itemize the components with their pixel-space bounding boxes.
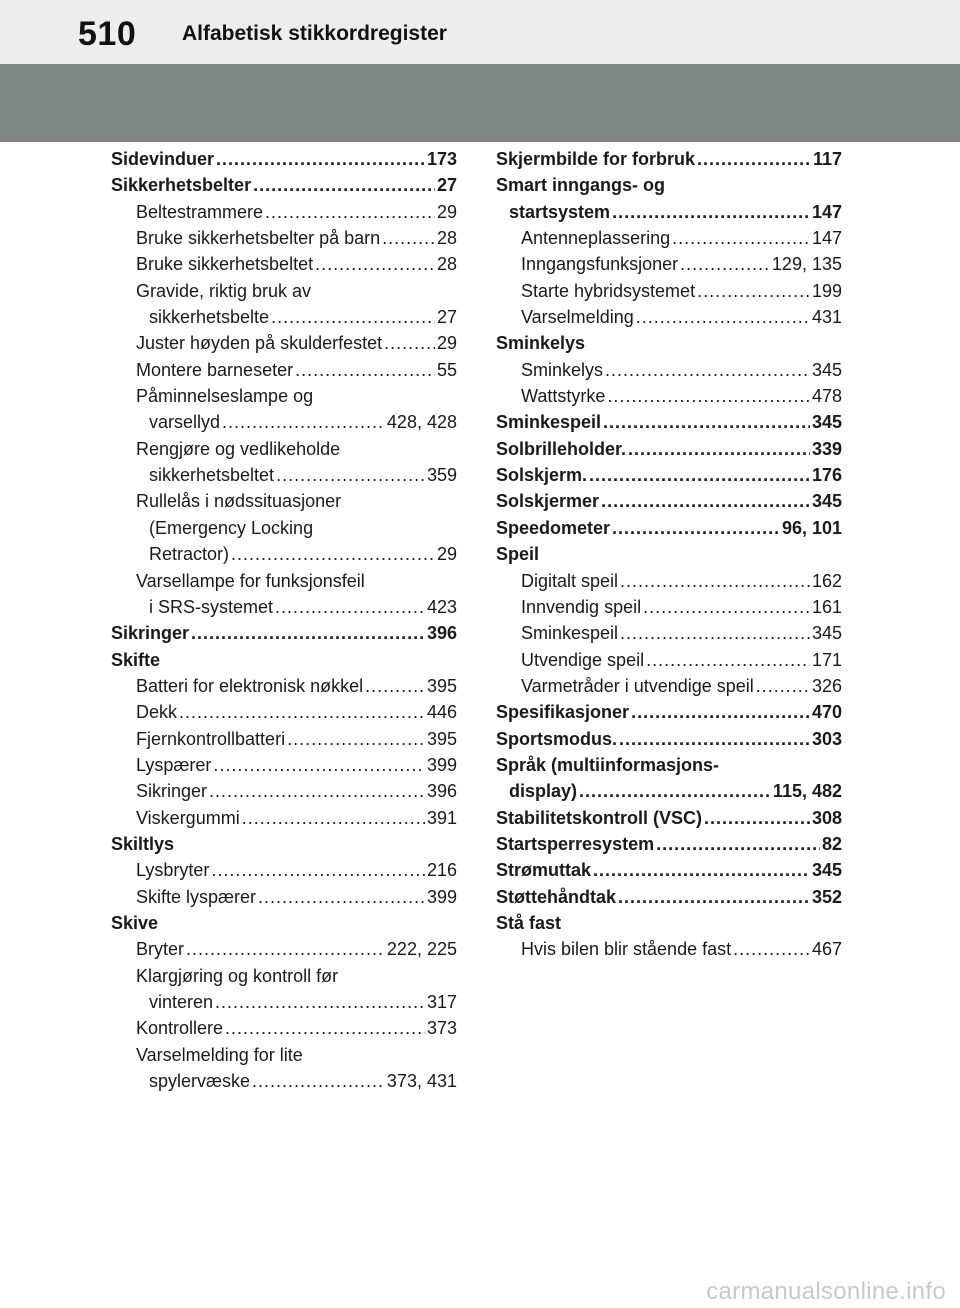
index-entry [111, 1068, 457, 1094]
entry-page-ref: 395 [426, 728, 457, 749]
entry-label: sikkerhetsbelte [149, 307, 270, 328]
entry-page-ref: 446 [426, 702, 457, 723]
dot-leader [384, 330, 435, 356]
dot-leader [382, 225, 435, 251]
dot-leader [619, 726, 810, 752]
entry-page-ref: 345 [811, 491, 842, 512]
index-entry [496, 225, 842, 251]
index-entry [496, 515, 842, 541]
dot-leader [680, 251, 770, 277]
entry-label: Antenneplassering [521, 228, 671, 249]
entry-page-ref: 326 [811, 675, 842, 696]
entry-page-ref: 147 [811, 228, 842, 249]
entry-page-ref: 395 [426, 675, 457, 696]
entry-page-ref: 29 [436, 544, 457, 565]
dot-leader [287, 726, 425, 752]
entry-label: Lysbryter [136, 860, 210, 881]
index-entry [496, 172, 842, 198]
entry-label: Sikkerhetsbelter [111, 175, 252, 196]
entry-label: Sidevinduer [111, 149, 215, 169]
entry-label: Starte hybridsystemet [521, 280, 696, 301]
entry-page-ref: 391 [426, 807, 457, 828]
dot-leader [276, 462, 425, 488]
dot-leader [589, 462, 810, 488]
entry-label: Påminnelseslampe og [136, 386, 314, 407]
entry-label: Solbrilleholder. [496, 438, 627, 459]
dot-leader [579, 778, 771, 804]
entry-label: Stabilitetskontroll (VSC) [496, 807, 703, 828]
index-entry [111, 568, 457, 594]
entry-page-ref: 82 [821, 833, 842, 854]
entry-page-ref: 423 [426, 596, 457, 617]
dot-leader [215, 989, 425, 1015]
entry-label: sikkerhetsbeltet [149, 465, 275, 486]
entry-label: Speedometer [496, 517, 611, 538]
entry-page-ref: 345 [811, 860, 842, 881]
dot-leader [612, 515, 780, 541]
index-entry [496, 831, 842, 857]
dot-leader [222, 409, 385, 435]
dot-leader [697, 146, 811, 172]
index-entry [496, 436, 842, 462]
index-entry [111, 620, 457, 646]
index-entry [111, 857, 457, 883]
dot-leader [605, 357, 810, 383]
entry-page-ref: 373 [426, 1018, 457, 1039]
index-entry [111, 488, 457, 514]
dot-leader [593, 857, 810, 883]
dot-leader [242, 805, 425, 831]
dot-leader [697, 278, 810, 304]
index-entry [111, 752, 457, 778]
index-entry [111, 146, 457, 172]
entry-page-ref: 176 [811, 465, 842, 486]
dot-leader [704, 805, 810, 831]
index-entry [496, 936, 842, 962]
dot-leader [265, 199, 435, 225]
index-entry [111, 699, 457, 725]
entry-label: Skjermbilde for forbruk [496, 149, 696, 169]
entry-label: Skive [111, 912, 159, 933]
page-number: 510 [78, 15, 137, 53]
entry-label: Digitalt speil [521, 570, 619, 591]
entry-label: Viskergummi [136, 807, 240, 828]
index-entry [111, 831, 457, 857]
entry-label: Støttehåndtak [496, 886, 617, 907]
entry-label: Varmetråder i utvendige speil [521, 675, 754, 696]
entry-page-ref: 173 [426, 149, 457, 169]
index-entry [496, 726, 842, 752]
entry-label: i SRS-systemet [149, 596, 274, 617]
index-entry [111, 383, 457, 409]
entry-page-ref: 359 [426, 465, 457, 486]
entry-page-ref: 161 [811, 596, 842, 617]
dot-leader [253, 172, 435, 198]
entry-label: Smart inngangs- og [496, 175, 666, 196]
dot-leader [191, 620, 425, 646]
index-entry [111, 330, 457, 356]
entry-label: Varselmelding for lite [136, 1044, 303, 1065]
dot-leader [620, 568, 810, 594]
index-entry [111, 1042, 457, 1068]
entry-label: Skiltlys [111, 833, 175, 854]
index-entry [496, 488, 842, 514]
dot-leader [672, 225, 810, 251]
index-entry [496, 673, 842, 699]
entry-label: Bryter [136, 939, 185, 960]
entry-page-ref: 317 [426, 992, 457, 1012]
entry-page-ref: 162 [811, 570, 842, 591]
index-entry [111, 515, 457, 541]
entry-label: Hvis bilen blir stående fast [521, 939, 732, 960]
entry-label: Batteri for elektronisk nøkkel [136, 675, 364, 696]
entry-page-ref: 431 [811, 307, 842, 328]
index-entry [496, 857, 842, 883]
entry-page-ref: 428, 428 [386, 412, 457, 433]
entry-page-ref: 396 [426, 623, 457, 644]
dot-leader [636, 304, 810, 330]
index-entry [496, 778, 842, 804]
index-entry [111, 172, 457, 198]
entry-page-ref: 28 [436, 228, 457, 249]
index-entry [496, 647, 842, 673]
index-entry [496, 357, 842, 383]
dot-leader [252, 1068, 385, 1094]
entry-label: (Emergency Locking [149, 517, 314, 538]
index-entry [111, 936, 457, 962]
entry-page-ref: 199 [811, 280, 842, 301]
index-entry [496, 541, 842, 567]
entry-label: Skifte lyspærer [136, 886, 257, 907]
entry-page-ref: 470 [811, 702, 842, 723]
entry-page-ref: 29 [436, 333, 457, 354]
index-entry [111, 251, 457, 277]
dot-leader [620, 620, 810, 646]
index-entry [111, 541, 457, 567]
header-band [0, 64, 960, 142]
dot-leader [231, 541, 435, 567]
entry-label: Sminkespeil [521, 623, 619, 644]
page-title: Alfabetisk stikkordregister [182, 22, 447, 45]
index-entry [111, 225, 457, 251]
entry-page-ref: 308 [811, 807, 842, 828]
entry-label: Startsperresystem [496, 833, 655, 854]
dot-leader [612, 199, 810, 225]
index-entry [111, 462, 457, 488]
index-entry [111, 805, 457, 831]
index-entry [496, 752, 842, 778]
index-entry [111, 726, 457, 752]
index-entry [111, 778, 457, 804]
entry-label: Klargjøring og kontroll før [136, 965, 339, 986]
index-column-left [111, 146, 457, 1094]
index-entry [111, 910, 457, 936]
entry-label: varsellyd [149, 412, 221, 433]
dot-leader [733, 936, 810, 962]
entry-label: Solskjerm. [496, 465, 588, 486]
entry-page-ref: 27 [436, 307, 457, 328]
entry-page-ref: 345 [811, 412, 842, 433]
dot-leader [271, 304, 435, 330]
entry-label: Spesifikasjoner [496, 702, 630, 723]
index-entry [496, 805, 842, 831]
entry-page-ref: 352 [811, 886, 842, 907]
dot-leader [213, 752, 425, 778]
entry-label: startsystem [509, 201, 611, 222]
entry-label: Varsellampe for funksjonsfeil [136, 570, 365, 591]
entry-label: Beltestrammere [136, 201, 264, 222]
entry-label: Bruke sikkerhetsbelter på barn [136, 228, 381, 249]
dot-leader [365, 673, 425, 699]
entry-page-ref: 129, 135 [771, 254, 842, 275]
index-entry [111, 884, 457, 910]
index-entry [496, 462, 842, 488]
index-entry [111, 357, 457, 383]
entry-page-ref: 29 [436, 201, 457, 222]
index-entry [496, 383, 842, 409]
entry-page-ref: 345 [811, 359, 842, 380]
entry-label: Kontrollere [136, 1018, 224, 1039]
entry-page-ref: 115, 482 [772, 781, 842, 802]
entry-label: Bruke sikkerhetsbeltet [136, 254, 314, 275]
index-entry [496, 304, 842, 330]
entry-label: Stå fast [496, 912, 562, 933]
index-entry [496, 278, 842, 304]
index-entry [111, 436, 457, 462]
dot-leader [656, 831, 820, 857]
dot-leader [631, 699, 810, 725]
entry-page-ref: 222, 225 [386, 939, 457, 960]
entry-label: Skifte [111, 649, 161, 670]
dot-leader [186, 936, 385, 962]
index-entry [111, 963, 457, 989]
dot-leader [179, 699, 425, 725]
index-entry [496, 330, 842, 356]
index-entry [111, 278, 457, 304]
index-entry [496, 409, 842, 435]
entry-page-ref: 303 [811, 728, 842, 749]
dot-leader [603, 409, 810, 435]
entry-label: Innvendig speil [521, 596, 642, 617]
entry-label: Fjernkontrollbatteri [136, 728, 286, 749]
index-entry [496, 199, 842, 225]
dot-leader [643, 594, 810, 620]
index-entry [496, 620, 842, 646]
index-column-right [496, 146, 842, 963]
dot-leader [209, 778, 425, 804]
entry-page-ref: 55 [436, 359, 457, 380]
entry-label: Strømuttak [496, 860, 592, 881]
entry-label: spylervæske [149, 1071, 251, 1092]
index-entry [111, 304, 457, 330]
dot-leader [295, 357, 435, 383]
page-header [0, 0, 960, 64]
dot-leader [628, 436, 810, 462]
dot-leader [225, 1015, 425, 1041]
index-entry [111, 594, 457, 620]
entry-label: Varselmelding [521, 307, 634, 328]
entry-page-ref: 117 [812, 149, 842, 169]
entry-page-ref: 478 [811, 386, 842, 407]
entry-label: Sportsmodus. [496, 728, 618, 749]
entry-label: Sikringer [136, 781, 208, 802]
entry-label: Lyspærer [136, 754, 212, 775]
entry-label: Rullelås i nødssituasjoner [136, 491, 342, 512]
entry-label: Juster høyden på skulderfestet [136, 333, 383, 354]
entry-label: Gravide, riktig bruk av [136, 280, 312, 301]
index-entry [496, 910, 842, 936]
index-entry [111, 199, 457, 225]
index-entry [496, 251, 842, 277]
entry-label: Rengjøre og vedlikeholde [136, 438, 341, 459]
index-entry [496, 594, 842, 620]
dot-leader [618, 884, 810, 910]
dot-leader [211, 857, 425, 883]
entry-page-ref: 28 [436, 254, 457, 275]
entry-page-ref: 339 [811, 438, 842, 459]
entry-label: Montere barneseter [136, 359, 294, 380]
entry-page-ref: 171 [811, 649, 842, 670]
entry-label: Speil [496, 544, 540, 565]
entry-label: Dekk [136, 702, 178, 723]
entry-label: vinteren [149, 992, 214, 1012]
entry-label: Utvendige speil [521, 649, 645, 670]
dot-leader [646, 647, 810, 673]
entry-page-ref: 147 [811, 201, 842, 222]
index-entry [496, 699, 842, 725]
index-entry [111, 989, 457, 1015]
entry-label: Språk (multiinformasjons- [496, 754, 720, 775]
entry-page-ref: 373, 431 [386, 1071, 457, 1092]
entry-page-ref: 96, 101 [781, 517, 842, 538]
entry-label: Inngangsfunksjoner [521, 254, 679, 275]
watermark: carmanualsonline.info [706, 1278, 946, 1305]
entry-label: Sminkelys [496, 333, 586, 354]
entry-page-ref: 216 [426, 860, 457, 881]
dot-leader [258, 884, 425, 910]
index-entry [111, 647, 457, 673]
dot-leader [601, 488, 810, 514]
index-entry [111, 1015, 457, 1041]
index-entry [496, 568, 842, 594]
dot-leader [275, 594, 425, 620]
entry-label: Wattstyrke [521, 386, 606, 407]
index-entry [496, 884, 842, 910]
entry-page-ref: 467 [811, 939, 842, 960]
dot-leader [315, 251, 435, 277]
entry-label: Sminkelys [521, 359, 604, 380]
entry-page-ref: 399 [426, 886, 457, 907]
index-entry [496, 146, 842, 172]
entry-page-ref: 396 [426, 781, 457, 802]
entry-label: Sikringer [111, 623, 190, 644]
entry-page-ref: 399 [426, 754, 457, 775]
dot-leader [756, 673, 810, 699]
entry-label: Sminkespeil [496, 412, 602, 433]
dot-leader [607, 383, 810, 409]
entry-label: display) [509, 781, 578, 802]
index-entry [111, 673, 457, 699]
dot-leader [216, 146, 425, 172]
index-entry [111, 409, 457, 435]
entry-page-ref: 27 [436, 175, 457, 196]
entry-page-ref: 345 [811, 623, 842, 644]
entry-label: Retractor) [149, 544, 230, 565]
entry-label: Solskjermer [496, 491, 600, 512]
